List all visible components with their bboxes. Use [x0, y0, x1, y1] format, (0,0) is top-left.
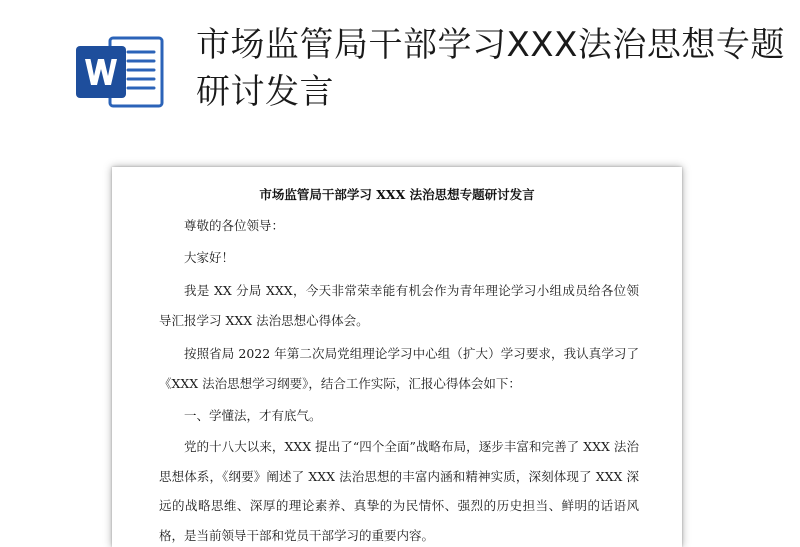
header [0, 0, 800, 150]
paragraph-section-heading: 一、学懂法，才有底气。 [184, 408, 322, 423]
paragraph-salutation: 尊敬的各位领导： [184, 218, 285, 233]
paragraph-greeting: 大家好！ [184, 250, 235, 265]
document-title: 市场监管局干部学习 XXX 法治思想专题研讨发言 [259, 187, 535, 202]
paragraph-introduction: 我是 XX 分局 XXX，今天非常荣幸能有机会作为青年理论学习小组成员给各位领导汇报学习 XXX 法治思想心得体会。 [159, 283, 639, 328]
paragraph-study-requirement: 按照省局 2022 年第二次局党组理论学习中心组（扩大）学习要求，我认真学习了《XXX 法治思想学习纲要》，结合工作实际，汇报心得体会如下： [159, 346, 639, 391]
document-page [112, 167, 682, 547]
paragraph-body: 党的十八大以来，XXX 提出了“四个全面”战略布局，逐步丰富和完善了 XXX 法治思想体系，《纲要》阐述了 XXX 法治思想的丰富内涵和精神实质，深刻体现了 XXX 深远的战略思维、深厚的理论素养、真挚的为民情怀、强烈的历史担当、鲜明的话语风格，是当前领导干部和党员干部学习的重要内容。 [159, 439, 639, 543]
word-document-icon [76, 32, 166, 112]
header-title: 市场监管局干部学习XXX法治思想专题研讨发言 [196, 25, 785, 112]
